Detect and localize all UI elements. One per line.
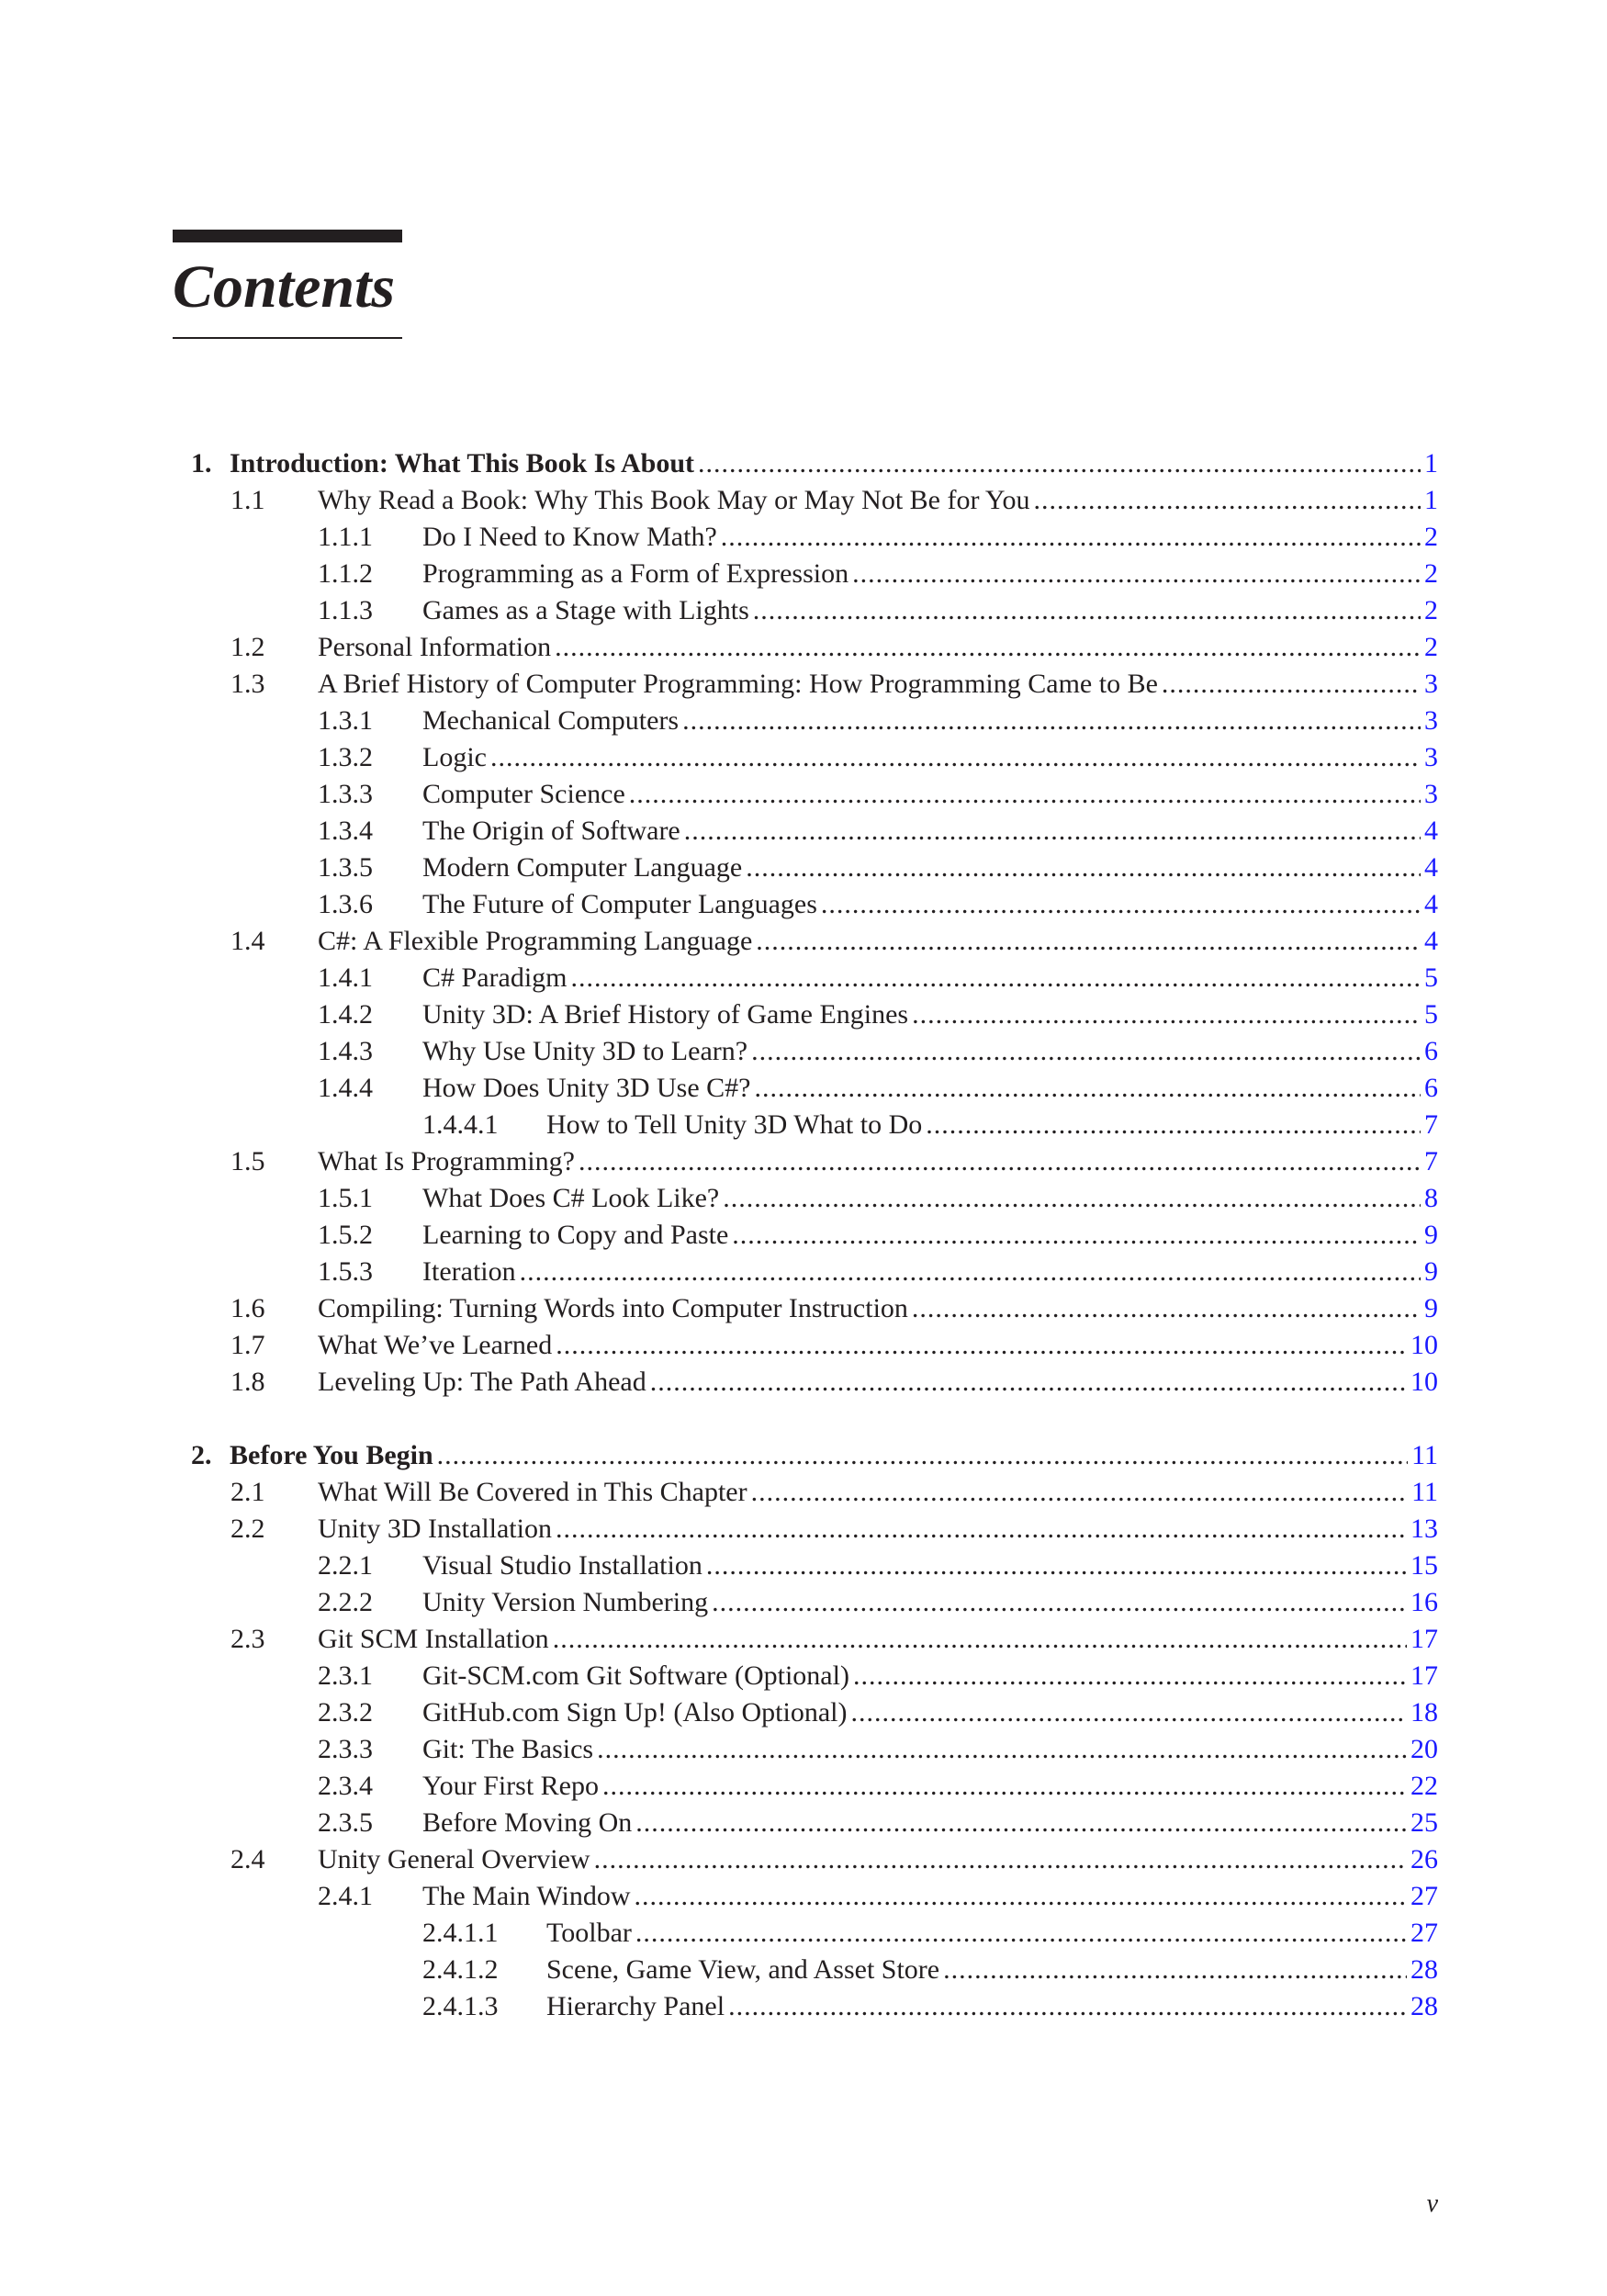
toc-entry-title: GitHub.com Sign Up! (Also Optional) <box>422 1697 848 1728</box>
page-title: Contents <box>173 253 396 321</box>
toc-page-link[interactable]: 11 <box>1411 1440 1438 1470</box>
toc-entry-number: 2.3.4 <box>318 1771 373 1801</box>
toc-entry-number: 1. <box>191 448 212 478</box>
toc-dot-leader <box>751 1474 1409 1511</box>
toc-page-link[interactable]: 9 <box>1424 1220 1438 1250</box>
toc-entry-title: Before You Begin <box>230 1440 433 1470</box>
toc-entry-number: 1.5.3 <box>318 1256 373 1287</box>
toc-entry[interactable] <box>191 1254 1438 1290</box>
toc-page-link[interactable]: 17 <box>1410 1624 1438 1654</box>
toc-dot-leader <box>723 1180 1421 1217</box>
toc-dot-leader <box>520 1254 1421 1290</box>
toc-dot-leader <box>698 445 1421 482</box>
toc-dot-leader <box>594 1841 1407 1878</box>
toc-entry[interactable] <box>191 1841 1438 1878</box>
toc-page-link[interactable]: 9 <box>1424 1256 1438 1287</box>
toc-dot-leader <box>912 1290 1421 1327</box>
toc-entry[interactable] <box>191 1143 1438 1180</box>
toc-dot-leader <box>629 776 1421 813</box>
toc-entry-title: Why Use Unity 3D to Learn? <box>422 1036 748 1066</box>
toc-page-link[interactable]: 28 <box>1410 1991 1438 2021</box>
toc-page-link[interactable]: 27 <box>1410 1918 1438 1948</box>
toc-dot-leader <box>571 960 1422 996</box>
toc-dot-leader <box>682 703 1421 739</box>
toc-entry[interactable] <box>191 1658 1438 1694</box>
toc-entry[interactable] <box>191 629 1438 666</box>
toc-entry-title: Games as a Stage with Lights <box>422 595 749 625</box>
toc-entry[interactable] <box>191 592 1438 629</box>
toc-dot-leader <box>635 1805 1407 1841</box>
toc-entry-title: Mechanical Computers <box>422 705 680 736</box>
toc-entry-title: How to Tell Unity 3D What to Do <box>546 1109 923 1140</box>
toc-entry-number: 1.3.4 <box>318 816 373 846</box>
toc-page-link[interactable]: 5 <box>1424 999 1438 1030</box>
toc-entry-number: 2.3.5 <box>318 1807 373 1838</box>
toc-entry[interactable] <box>191 1511 1438 1548</box>
toc-entry-title: The Main Window <box>422 1881 631 1911</box>
toc-entry[interactable] <box>191 1768 1438 1805</box>
toc-entry[interactable] <box>191 996 1438 1033</box>
toc-chapter-entry[interactable] <box>191 445 1438 482</box>
toc-dot-leader <box>553 1621 1407 1658</box>
toc-entry-title: What Is Programming? <box>318 1146 575 1176</box>
toc-dot-leader <box>1034 482 1421 519</box>
toc-dot-leader <box>597 1731 1407 1768</box>
toc-entry[interactable] <box>191 1694 1438 1731</box>
toc-page-link[interactable]: 11 <box>1411 1477 1438 1507</box>
toc-entry-title: What We’ve Learned <box>318 1330 553 1360</box>
toc-entry[interactable] <box>191 556 1438 592</box>
toc-entry-number: 2.2.1 <box>318 1550 373 1581</box>
toc-entry-title: Unity 3D: A Brief History of Game Engines <box>422 999 909 1030</box>
toc-dot-leader <box>821 886 1421 923</box>
toc-entry-title: Do I Need to Know Math? <box>422 522 717 552</box>
toc-entry[interactable] <box>191 1033 1438 1070</box>
toc-entry-number: 1.6 <box>230 1293 265 1323</box>
toc-entry-title: Toolbar <box>546 1918 632 1948</box>
toc-page-link[interactable]: 16 <box>1410 1587 1438 1617</box>
toc-entry-title: Introduction: What This Book Is About <box>230 448 695 478</box>
toc-dot-leader <box>437 1437 1408 1474</box>
toc-entry-title: Unity General Overview <box>318 1844 590 1874</box>
toc-page-link[interactable]: 10 <box>1410 1330 1438 1360</box>
toc-entry-title: Git-SCM.com Git Software (Optional) <box>422 1660 849 1691</box>
toc-entry-number: 2.4.1 <box>318 1881 373 1911</box>
toc-entry-title: The Origin of Software <box>422 816 680 846</box>
toc-entry[interactable] <box>191 850 1438 886</box>
toc-entry[interactable] <box>191 1474 1438 1511</box>
toc-dot-leader <box>754 1070 1421 1107</box>
toc-entry-title: Git: The Basics <box>422 1734 594 1764</box>
toc-entry-title: Unity Version Numbering <box>422 1587 709 1617</box>
toc-page-link[interactable]: 13 <box>1410 1514 1438 1544</box>
toc-entry-title: Visual Studio Installation <box>422 1550 702 1581</box>
toc-entry-title: C#: A Flexible Programming Language <box>318 926 753 956</box>
toc-chapter-block <box>191 1437 1438 2025</box>
toc-entry-number: 1.3.5 <box>318 852 373 883</box>
toc-chapter-block <box>191 445 1438 1401</box>
toc-entry-title: Learning to Copy and Paste <box>422 1220 729 1250</box>
toc-entry-number: 1.5.2 <box>318 1220 373 1250</box>
toc-page-link[interactable]: 10 <box>1410 1367 1438 1397</box>
toc-entry-number: 1.4.2 <box>318 999 373 1030</box>
toc-entry-number: 1.1.2 <box>318 558 373 589</box>
toc-dot-leader <box>712 1584 1407 1621</box>
toc-dot-leader <box>943 1952 1407 1988</box>
toc-entry[interactable] <box>191 1915 1438 1952</box>
toc-dot-leader <box>853 1658 1407 1694</box>
toc-entry[interactable] <box>191 960 1438 996</box>
toc-page-link[interactable]: 9 <box>1424 1293 1438 1323</box>
toc-entry-title: Modern Computer Language <box>422 852 743 883</box>
toc-dot-leader <box>721 519 1421 556</box>
toc-entry-number: 2.3 <box>230 1624 265 1654</box>
toc-entry[interactable] <box>191 1548 1438 1584</box>
toc-entry-number: 1.4.1 <box>318 962 373 993</box>
toc-entry[interactable] <box>191 1290 1438 1327</box>
toc-dot-leader <box>728 1988 1407 2025</box>
toc-entry-number: 2.4.1.2 <box>422 1954 499 1985</box>
toc-entry-number: 2.3.1 <box>318 1660 373 1691</box>
toc-entry-number: 1.1 <box>230 485 265 515</box>
toc-page-link[interactable]: 2 <box>1424 595 1438 625</box>
toc-page-link[interactable]: 26 <box>1410 1844 1438 1874</box>
toc-entry[interactable] <box>191 1621 1438 1658</box>
toc-entry-number: 2.3.2 <box>318 1697 373 1728</box>
toc-dot-leader <box>756 923 1421 960</box>
title-top-rule <box>173 230 402 242</box>
toc-entry-title: Computer Science <box>422 779 625 809</box>
toc-entry[interactable] <box>191 1952 1438 1988</box>
toc-entry-title: What Does C# Look Like? <box>422 1183 720 1213</box>
toc-entry[interactable] <box>191 1731 1438 1768</box>
toc-dot-leader <box>635 1915 1407 1952</box>
toc-dot-leader <box>850 1694 1407 1731</box>
toc-entry[interactable] <box>191 1327 1438 1364</box>
toc-dot-leader <box>650 1364 1407 1401</box>
toc-page-link[interactable]: 22 <box>1410 1771 1438 1801</box>
toc-page-link[interactable]: 6 <box>1424 1036 1438 1066</box>
toc-entry-number: 1.2 <box>230 632 265 662</box>
toc-entry-number: 1.8 <box>230 1367 265 1397</box>
toc-entry[interactable] <box>191 1805 1438 1841</box>
toc-entry-title: Git SCM Installation <box>318 1624 549 1654</box>
title-bottom-rule <box>173 337 402 339</box>
toc-entry[interactable] <box>191 519 1438 556</box>
toc-entry-number: 1.3.3 <box>318 779 373 809</box>
toc-dot-leader <box>556 1511 1407 1548</box>
toc-chapter-entry[interactable] <box>191 1437 1438 1474</box>
toc-entry-title: Leveling Up: The Path Ahead <box>318 1367 646 1397</box>
toc-page-link[interactable]: 1 <box>1424 485 1438 515</box>
toc-entry[interactable] <box>191 1584 1438 1621</box>
toc-page-link[interactable]: 2 <box>1424 558 1438 589</box>
toc-entry[interactable] <box>191 923 1438 960</box>
toc-entry[interactable] <box>191 1180 1438 1217</box>
toc-entry-title: Compiling: Turning Words into Computer Instruction <box>318 1293 908 1323</box>
toc-dot-leader <box>751 1033 1421 1070</box>
toc-dot-leader <box>555 629 1421 666</box>
toc-entry-title: What Will Be Covered in This Chapter <box>318 1477 747 1507</box>
toc-page-link[interactable]: 17 <box>1410 1660 1438 1691</box>
toc-entry[interactable] <box>191 1217 1438 1254</box>
toc-entry-number: 1.3.2 <box>318 742 373 772</box>
toc-page-link[interactable]: 4 <box>1424 926 1438 956</box>
toc-entry-title: Iteration <box>422 1256 516 1287</box>
toc-page-link[interactable]: 3 <box>1424 669 1438 699</box>
toc-dot-leader <box>684 813 1421 850</box>
toc-entry-title: Scene, Game View, and Asset Store <box>546 1954 940 1985</box>
toc-entry-number: 2. <box>191 1440 212 1470</box>
toc-entry[interactable] <box>191 703 1438 739</box>
toc-page-link[interactable]: 25 <box>1410 1807 1438 1838</box>
toc-dot-leader <box>556 1327 1407 1364</box>
toc-entry-number: 2.3.3 <box>318 1734 373 1764</box>
toc-page-link[interactable]: 8 <box>1424 1183 1438 1213</box>
toc-entry-number: 2.2.2 <box>318 1587 373 1617</box>
toc-entry-title: A Brief History of Computer Programming: How Programming Came to Be <box>318 669 1158 699</box>
toc-entry-number: 1.4 <box>230 926 265 956</box>
toc-entry-number: 1.3 <box>230 669 265 699</box>
toc-entry-title: Programming as a Form of Expression <box>422 558 849 589</box>
toc-entry-number: 2.2 <box>230 1514 265 1544</box>
toc-entry-number: 1.5.1 <box>318 1183 373 1213</box>
toc-dot-leader <box>926 1107 1421 1143</box>
toc-entry-number: 2.4.1.1 <box>422 1918 499 1948</box>
toc-entry-number: 1.4.4 <box>318 1073 373 1103</box>
toc-entry[interactable] <box>191 1070 1438 1107</box>
toc-dot-leader <box>852 556 1421 592</box>
page-number: v <box>1426 2189 1438 2218</box>
toc-entry-number: 1.3.6 <box>318 889 373 919</box>
toc-dot-leader <box>706 1548 1407 1584</box>
toc-entry-title: Logic <box>422 742 487 772</box>
toc-page-link[interactable]: 28 <box>1410 1954 1438 1985</box>
toc-page-link[interactable]: 4 <box>1424 889 1438 919</box>
toc-dot-leader <box>753 592 1421 629</box>
toc-entry-title: Your First Repo <box>422 1771 599 1801</box>
toc-entry-title: Unity 3D Installation <box>318 1514 552 1544</box>
toc-entry[interactable] <box>191 666 1438 703</box>
toc-entry-title: The Future of Computer Languages <box>422 889 817 919</box>
toc-page-link[interactable]: 18 <box>1410 1697 1438 1728</box>
toc-entry-number: 2.1 <box>230 1477 265 1507</box>
toc-dot-leader <box>602 1768 1407 1805</box>
toc-entry[interactable] <box>191 1107 1438 1143</box>
toc-page-link[interactable]: 2 <box>1424 632 1438 662</box>
toc-page-link[interactable]: 4 <box>1424 852 1438 883</box>
toc-entry-number: 1.1.1 <box>318 522 373 552</box>
toc-entry[interactable] <box>191 776 1438 813</box>
toc-page-link[interactable]: 6 <box>1424 1073 1438 1103</box>
toc-dot-leader <box>490 739 1421 776</box>
toc-dot-leader <box>746 850 1421 886</box>
toc-dot-leader <box>732 1217 1421 1254</box>
toc-page-link[interactable]: 15 <box>1410 1550 1438 1581</box>
toc-dot-leader <box>635 1878 1407 1915</box>
toc-entry[interactable] <box>191 1988 1438 2025</box>
toc-entry-number: 1.4.4.1 <box>422 1109 499 1140</box>
toc-entry-number: 2.4 <box>230 1844 265 1874</box>
toc-entry-number: 1.4.3 <box>318 1036 373 1066</box>
toc-page-link[interactable]: 1 <box>1424 448 1438 478</box>
toc-entry-title: Personal Information <box>318 632 552 662</box>
toc-entry-title: C# Paradigm <box>422 962 568 993</box>
toc-dot-leader <box>912 996 1421 1033</box>
table-of-contents <box>191 445 1438 2025</box>
toc-entry-number: 1.5 <box>230 1146 265 1176</box>
toc-dot-leader <box>579 1143 1421 1180</box>
toc-entry[interactable] <box>191 813 1438 850</box>
toc-page-link[interactable]: 4 <box>1424 816 1438 846</box>
toc-entry[interactable] <box>191 482 1438 519</box>
toc-page-link[interactable]: 7 <box>1424 1109 1438 1140</box>
toc-page-link[interactable]: 20 <box>1410 1734 1438 1764</box>
toc-page-link[interactable]: 27 <box>1410 1881 1438 1911</box>
toc-page-link[interactable]: 7 <box>1424 1146 1438 1176</box>
toc-page-link[interactable]: 5 <box>1424 962 1438 993</box>
toc-entry-title: Why Read a Book: Why This Book May or May Not Be for You <box>318 485 1030 515</box>
toc-entry[interactable] <box>191 886 1438 923</box>
toc-page-link[interactable]: 3 <box>1424 742 1438 772</box>
toc-page-link[interactable]: 3 <box>1424 705 1438 736</box>
toc-entry-number: 1.1.3 <box>318 595 373 625</box>
toc-entry-number: 1.3.1 <box>318 705 373 736</box>
toc-entry[interactable] <box>191 739 1438 776</box>
toc-dot-leader <box>1162 666 1421 703</box>
toc-page-link[interactable]: 2 <box>1424 522 1438 552</box>
toc-entry[interactable] <box>191 1878 1438 1915</box>
toc-entry[interactable] <box>191 1364 1438 1401</box>
toc-entry-number: 1.7 <box>230 1330 265 1360</box>
toc-entry-title: How Does Unity 3D Use C#? <box>422 1073 751 1103</box>
toc-entry-number: 2.4.1.3 <box>422 1991 499 2021</box>
toc-entry-title: Hierarchy Panel <box>546 1991 725 2021</box>
toc-page-link[interactable]: 3 <box>1424 779 1438 809</box>
toc-entry-title: Before Moving On <box>422 1807 633 1838</box>
